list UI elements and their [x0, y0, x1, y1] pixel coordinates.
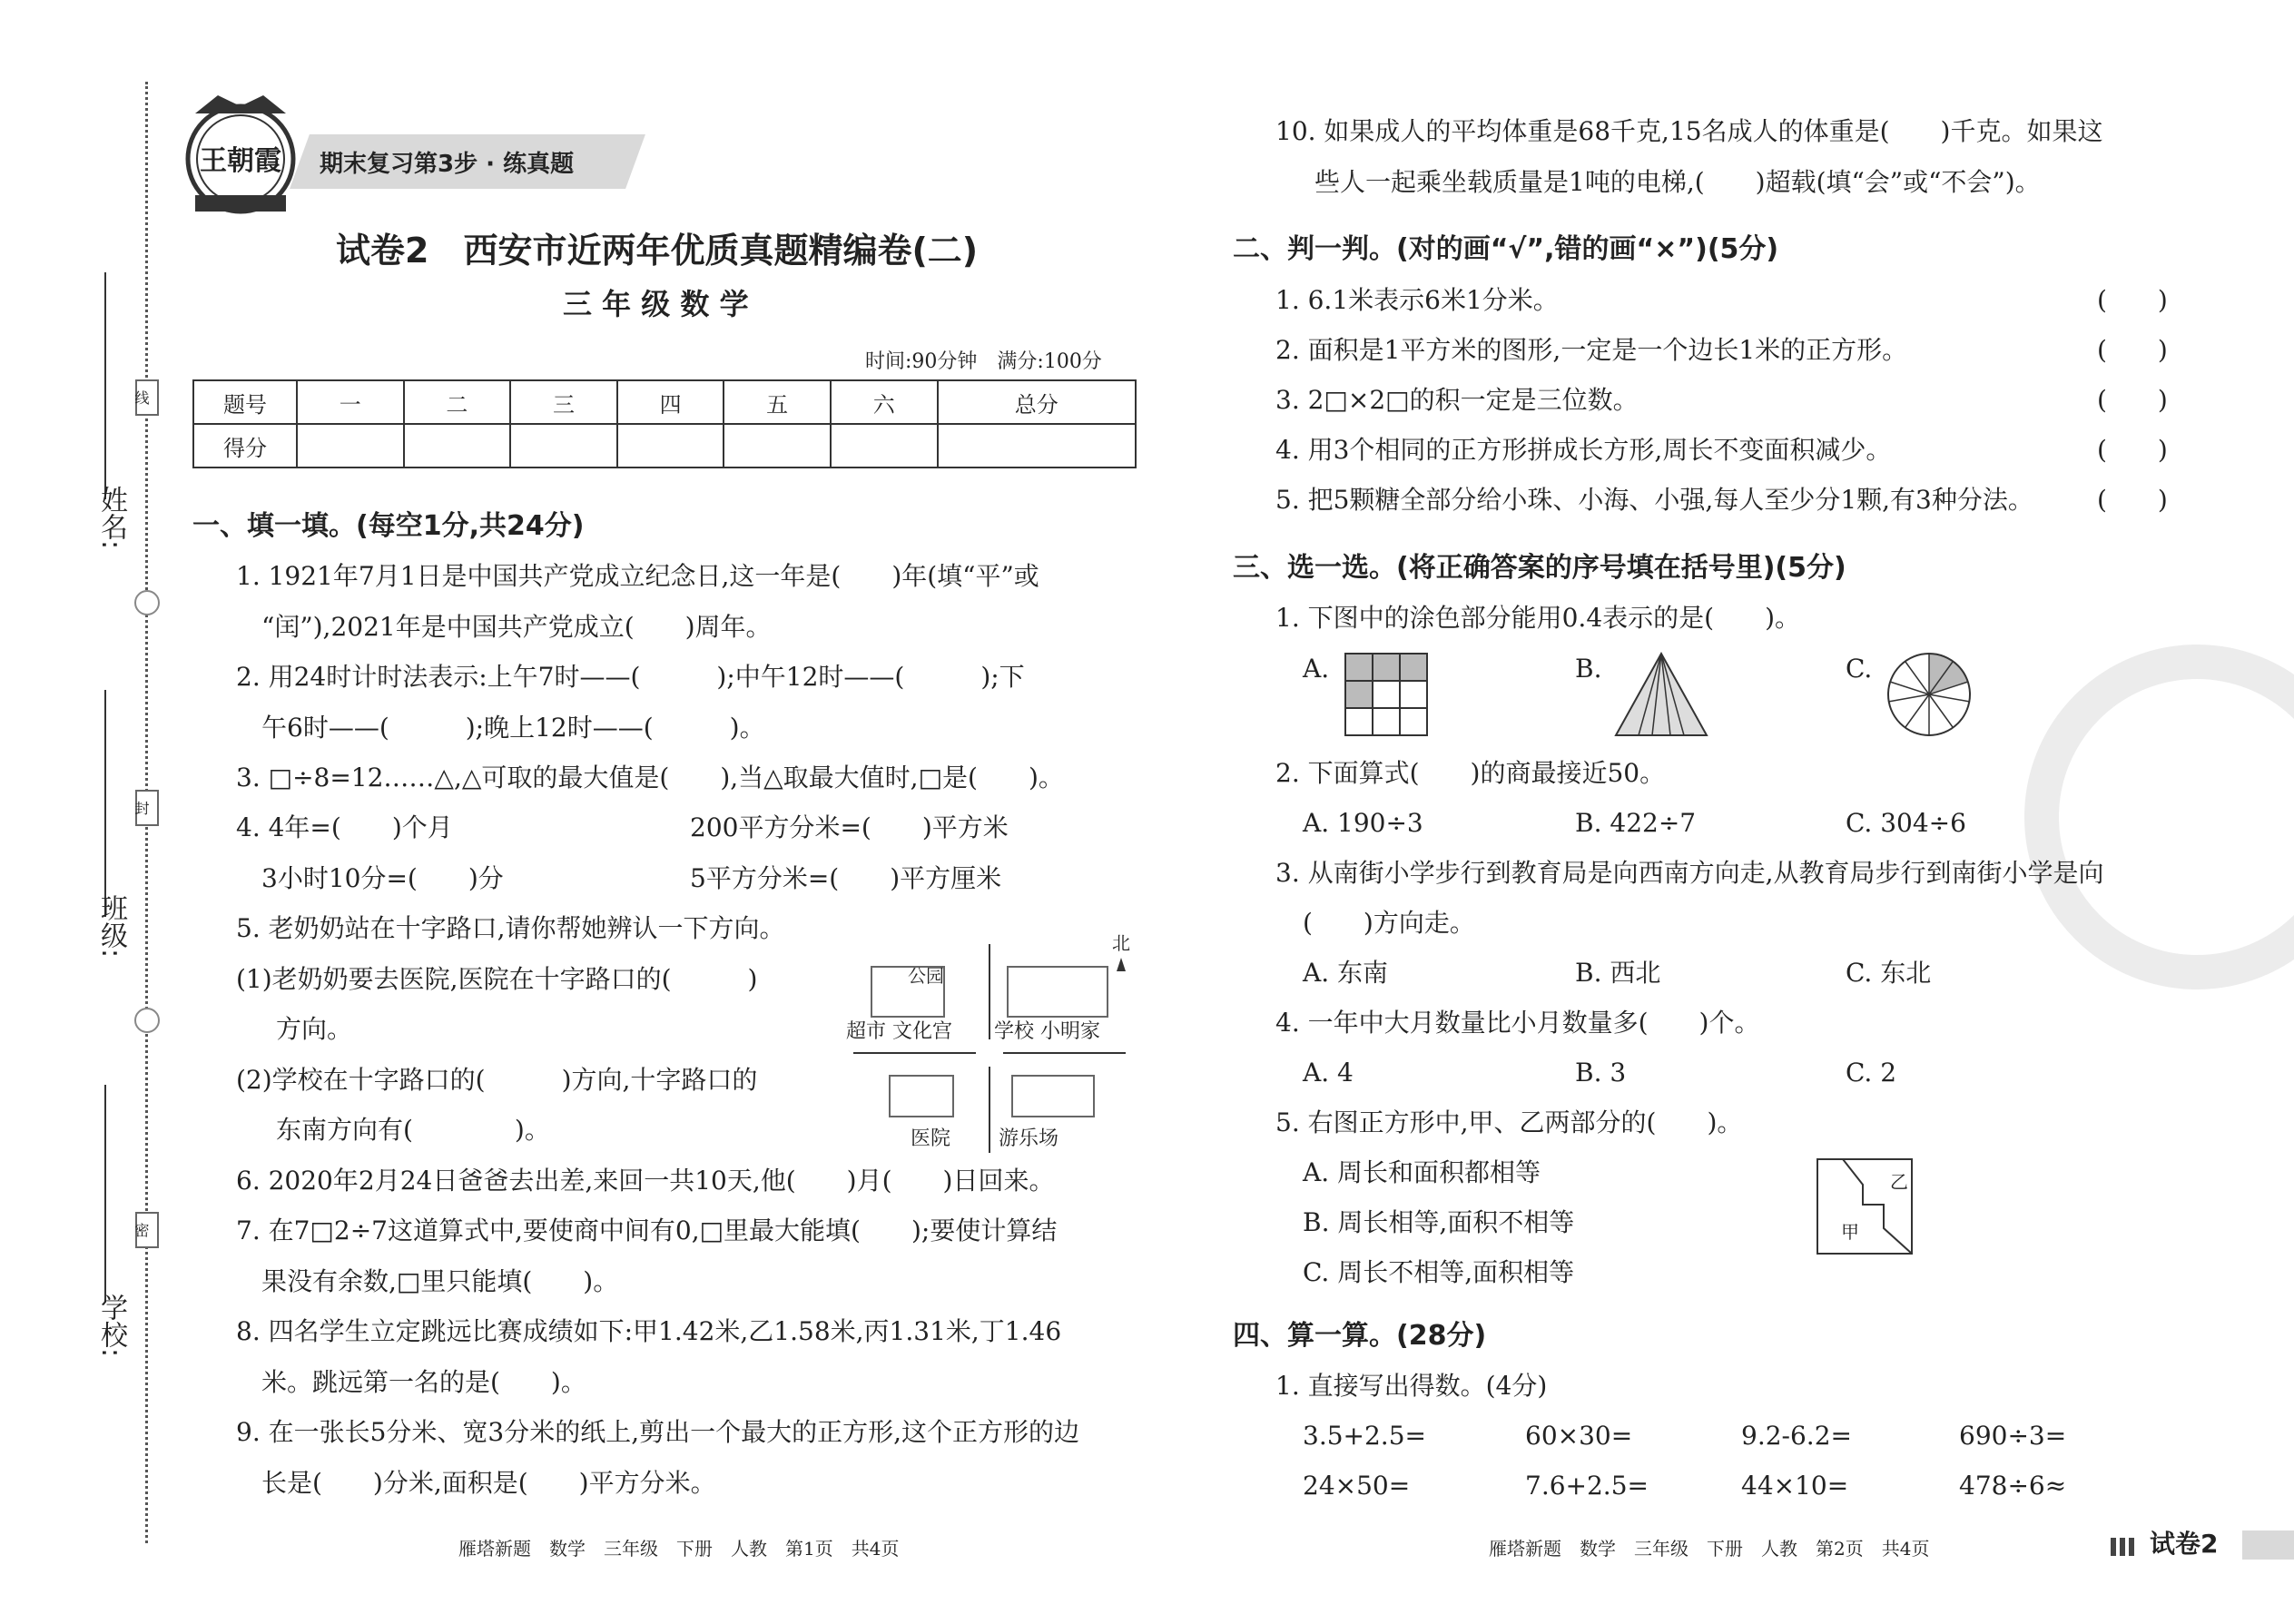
exam-title: 试卷2 西安市近两年优质真题精编卷(二) [336, 231, 979, 271]
calc-item: 9.2-6.2= [1741, 1421, 1852, 1451]
figure-triangle [1611, 649, 1711, 740]
judge-1-paren: ( ) [2097, 285, 2168, 315]
footer-left: 雁塔新题 数学 三年级 下册 人教 第1页 共4页 [458, 1538, 900, 1560]
score-table [192, 379, 1137, 468]
page-tag: 试卷2 [2150, 1529, 2219, 1559]
name-underline [104, 272, 106, 499]
question-2-cont: 午6时——( );晚上12时——( )。 [261, 713, 765, 743]
score-cell[interactable] [404, 424, 511, 468]
choice-5-opt-a: A. 周长和面积都相等 [1303, 1157, 1541, 1187]
page-tag-bar [2242, 1530, 2294, 1560]
class-underline [104, 690, 106, 917]
question-7: 7. 在7□2÷7这道算式中,要使商中间有0,□里最大能填( );要使计算结 [236, 1216, 1058, 1245]
question-2: 2. 用24时计时法表示:上午7时——( );中午12时——( );下 [236, 662, 1025, 692]
question-4a: 4. 4年=( )个月 [236, 812, 453, 842]
judge-3-paren: ( ) [2097, 385, 2168, 415]
choice-3: 3. 从南街小学步行到教育局是向西南方向走,从教育局步行到南街小学是向 [1275, 858, 2104, 888]
choice-3-opt-a: A. 东南 [1303, 958, 1389, 988]
calc-item: 60×30= [1525, 1421, 1633, 1451]
footer-right: 雁塔新题 数学 三年级 下册 人教 第2页 共4页 [1489, 1538, 1930, 1560]
header-banner: 期末复习第3步 · 练真题 [320, 151, 575, 178]
section-1-heading: 一、填一填。(每空1分,共24分) [192, 510, 585, 542]
map-market-label: 超市 文化宫 [846, 1020, 952, 1043]
choice-5: 5. 右图正方形中,甲、乙两部分的( )。 [1275, 1107, 1743, 1137]
question-4c: 3小时10分=( )分 [261, 863, 504, 893]
section-3-heading: 三、选一选。(将正确答案的序号填在括号里)(5分) [1233, 552, 1846, 584]
question-10-cont: 些人一起乘坐载质量是1吨的电梯,( )超载(填“会”或“不会”)。 [1314, 167, 2041, 197]
judge-4: 4. 用3个相同的正方形拼成长方形,周长不变面积减少。 [1275, 435, 1892, 465]
page-tag-pattern [2111, 1538, 2138, 1556]
choice-4: 4. 一年中大月数量比小月数量多( )个。 [1275, 1008, 1760, 1038]
calc-item: 44×10= [1741, 1471, 1849, 1501]
svg-text:王朝霞: 王朝霞 [200, 145, 281, 177]
school-underline [104, 1085, 106, 1303]
map-school-label: 学校 小明家 [994, 1020, 1100, 1043]
choice-1-opt-a: A. [1303, 654, 1330, 684]
figure-circle [1884, 649, 1974, 740]
watermark-seal [2024, 645, 2294, 989]
figure-label-jia: 甲 [1841, 1221, 1859, 1243]
table-cell: 一 [297, 380, 404, 424]
calc-item: 24×50= [1303, 1471, 1411, 1501]
figure-grid [1344, 652, 1434, 743]
calc-item: 690÷3= [1959, 1421, 2067, 1451]
score-cell[interactable] [510, 424, 617, 468]
question-5-1: (1)老奶奶要去医院,医院在十字路口的( ) [236, 964, 758, 994]
question-8: 8. 四名学生立定跳远比赛成绩如下:甲1.42米,乙1.58米,丙1.31米,丁1.46 [236, 1316, 1062, 1346]
question-6: 6. 2020年2月24日爸爸去出差,来回一共10天,他( )月( )日回来。 [236, 1166, 1055, 1196]
score-cell[interactable] [617, 424, 724, 468]
exam-subject: 三 年 级 数 学 [563, 287, 749, 321]
choice-2-opt-c: C. 304÷6 [1846, 808, 1966, 838]
table-row [193, 424, 1136, 468]
choice-3-opt-c: C. 东北 [1846, 958, 1932, 988]
cut-mark-seal: 封 [135, 790, 159, 826]
choice-5-opt-c: C. 周长不相等,面积相等 [1303, 1257, 1575, 1287]
score-cell[interactable] [724, 424, 831, 468]
calc-item: 7.6+2.5= [1525, 1471, 1649, 1501]
map-park-label: 公园 [908, 965, 944, 987]
school-label: 学校: [95, 1294, 127, 1358]
choice-1-opt-c: C. [1846, 654, 1873, 684]
calc-item: 478÷6≈ [1959, 1471, 2067, 1501]
question-1-cont: “闰”),2021年是中国共产党成立( )周年。 [261, 612, 772, 642]
choice-3-opt-b: B. 西北 [1575, 958, 1661, 988]
judge-2: 2. 面积是1平方米的图形,一定是一个边长1米的正方形。 [1275, 335, 1908, 365]
time-score: 时间:90分钟 满分:100分 [865, 350, 1102, 373]
section-2-heading: 二、判一判。(对的画“√”,错的画“×”)(5分) [1233, 233, 1779, 265]
choice-2-opt-a: A. 190÷3 [1303, 808, 1423, 838]
judge-1: 1. 6.1米表示6米1分米。 [1275, 285, 1559, 315]
question-1: 1. 1921年7月1日是中国共产党成立纪念日,这一年是( )年(填“平”或 [236, 561, 1039, 591]
judge-5: 5. 把5颗糖全部分给小珠、小海、小强,每人至少分1颗,有3种分法。 [1275, 485, 2033, 515]
cut-hole [134, 590, 160, 615]
map-playground-label: 游乐场 [999, 1127, 1059, 1150]
question-8-cont: 米。跳远第一名的是( )。 [261, 1367, 586, 1397]
question-5-1-cont: 方向。 [276, 1014, 353, 1044]
judge-2-paren: ( ) [2097, 335, 2168, 365]
question-10: 10. 如果成人的平均体重是68千克,15名成人的体重是( )千克。如果这 [1275, 116, 2103, 146]
score-cell[interactable] [297, 424, 404, 468]
choice-2: 2. 下面算式( )的商最接近50。 [1275, 758, 1666, 788]
class-label: 班级: [95, 894, 127, 959]
table-cell: 五 [724, 380, 831, 424]
question-4d: 5平方分米=( )平方厘米 [690, 863, 1002, 893]
question-5-2: (2)学校在十字路口的( )方向,十字路口的 [236, 1065, 758, 1095]
name-label: 姓名: [95, 486, 127, 550]
choice-4-opt-c: C. 2 [1846, 1058, 1897, 1088]
cut-hole [134, 1008, 160, 1033]
choice-4-opt-b: B. 3 [1575, 1058, 1627, 1088]
table-cell: 四 [617, 380, 724, 424]
choice-3-cont: ( )方向走。 [1303, 908, 1475, 938]
judge-5-paren: ( ) [2097, 485, 2168, 515]
table-cell: 得分 [193, 424, 297, 468]
question-3: 3. □÷8=12……△,△可取的最大值是( ),当△取最大值时,□是( )。 [236, 763, 1064, 792]
table-cell: 二 [404, 380, 511, 424]
calc-item: 3.5+2.5= [1303, 1421, 1426, 1451]
figure-label-yi: 乙 [1890, 1171, 1908, 1193]
question-7-cont: 果没有余数,□里只能填( )。 [261, 1266, 619, 1296]
question-9: 9. 在一张长5分米、宽3分米的纸上,剪出一个最大的正方形,这个正方形的边 [236, 1417, 1080, 1447]
cut-mark-secret: 密 [135, 1212, 159, 1248]
choice-1-opt-b: B. [1575, 654, 1602, 684]
table-cell: 六 [831, 380, 938, 424]
publisher-logo [177, 86, 304, 222]
section-4-heading: 四、算一算。(28分) [1233, 1320, 1487, 1352]
choice-4-opt-a: A. 4 [1303, 1058, 1354, 1088]
choice-1: 1. 下图中的涂色部分能用0.4表示的是( )。 [1275, 603, 1800, 633]
table-cell: 题号 [193, 380, 297, 424]
question-9-cont: 长是( )分米,面积是( )平方分米。 [261, 1468, 716, 1498]
question-5-2-cont: 东南方向有( )。 [276, 1115, 550, 1145]
map-hospital-label: 医院 [911, 1127, 951, 1150]
judge-4-paren: ( ) [2097, 435, 2168, 465]
choice-2-opt-b: B. 422÷7 [1575, 808, 1697, 838]
calc-instruction: 1. 直接写出得数。(4分) [1275, 1371, 1548, 1401]
judge-3: 3. 2□×2□的积一定是三位数。 [1275, 385, 1639, 415]
question-4b: 200平方分米=( )平方米 [690, 812, 1009, 842]
score-cell[interactable] [938, 424, 1136, 468]
table-cell: 总分 [938, 380, 1136, 424]
score-cell[interactable] [831, 424, 938, 468]
cut-mark-line: 线 [135, 379, 159, 416]
table-row [193, 380, 1136, 424]
map-north-label: 北 [1112, 932, 1130, 954]
table-cell: 三 [510, 380, 617, 424]
choice-5-opt-b: B. 周长相等,面积不相等 [1303, 1207, 1575, 1237]
question-5: 5. 老奶奶站在十字路口,请你帮她辨认一下方向。 [236, 913, 785, 943]
